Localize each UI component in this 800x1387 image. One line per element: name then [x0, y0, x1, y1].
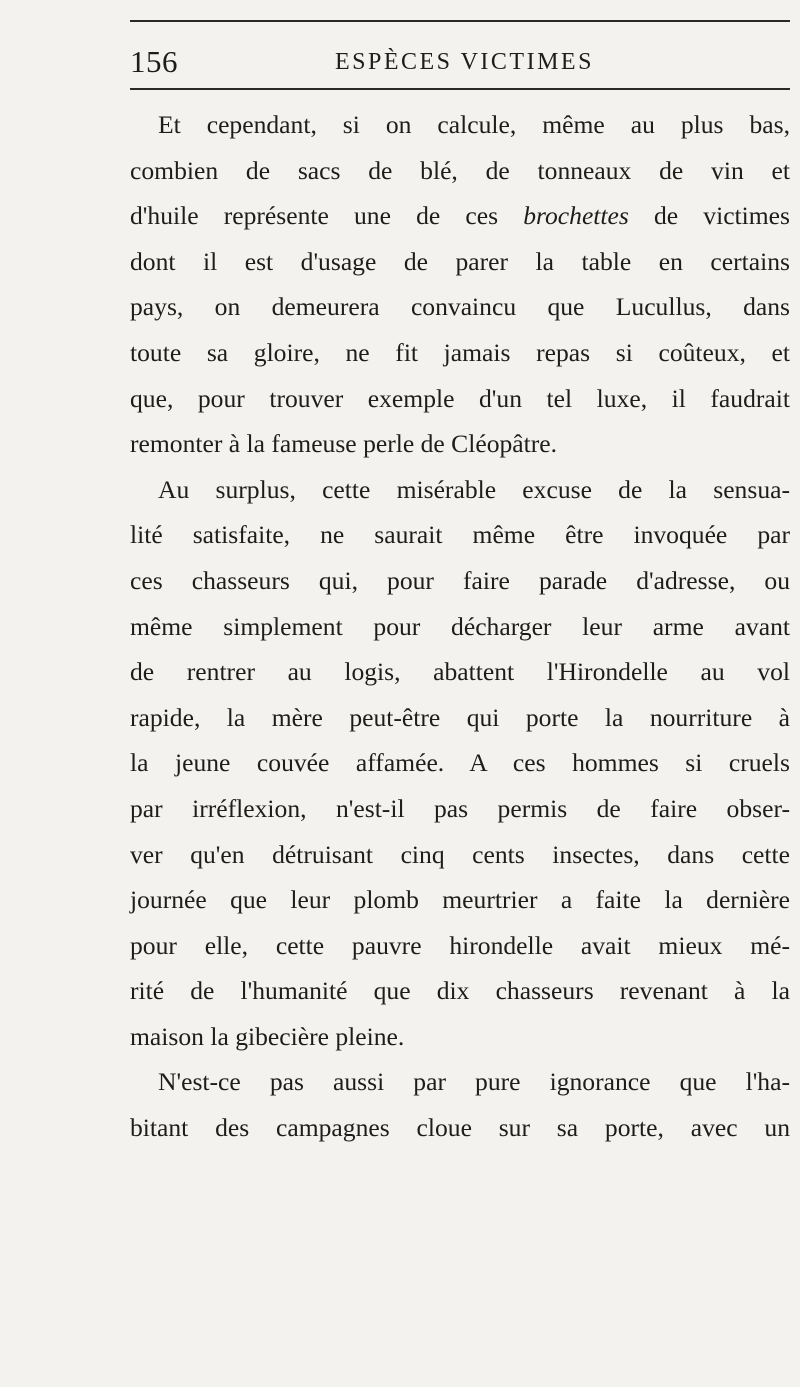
text-line: toute sa gloire, ne fit jamais repas si coûteux, et — [130, 337, 790, 367]
running-head — [130, 40, 790, 84]
header-rule-top — [130, 20, 790, 22]
paragraph-1 — [130, 102, 790, 467]
text-run: d'huile représente une de ces — [130, 201, 524, 231]
text-line: ver qu'en détruisant cinq cents insectes, dans cette — [130, 839, 790, 869]
text-line: Au surplus, cette misérable excuse de la sensua- — [158, 474, 790, 504]
running-title: ESPÈCES VICTIMES — [335, 49, 594, 75]
text-line: rapide, la mère peut-être qui porte la nourriture à — [130, 702, 790, 732]
text-line: dont il est d'usage de parer la table en certains — [130, 246, 790, 276]
text-line: remonter à la fameuse perle de Cléopâtre. — [130, 429, 558, 459]
text-line: lité satisfaite, ne saurait même être invoquée par — [130, 520, 790, 550]
text-line: pays, on demeurera convaincu que Lucullus, dans — [130, 292, 790, 322]
text-line: que, pour trouver exemple d'un tel luxe, il faudrait — [130, 383, 790, 413]
text-line: même simplement pour décharger leur arme avant — [130, 611, 790, 641]
text-line: par irréflexion, n'est-il pas permis de faire obser- — [130, 793, 790, 823]
text-line: bitant des campagnes cloue sur sa porte, avec un — [130, 1113, 790, 1143]
text-run: de victimes — [628, 201, 790, 231]
text-line: de rentrer au logis, abattent l'Hirondelle au vol — [130, 657, 790, 687]
text-line: maison la gibecière pleine. — [130, 1021, 405, 1051]
text-line: N'est-ce pas aussi par pure ignorance que l'ha- — [158, 1067, 790, 1097]
paragraph-3 — [130, 1059, 790, 1150]
text-line — [130, 193, 790, 239]
text-line: rité de l'humanité que dix chasseurs revenant à la — [130, 976, 790, 1006]
paragraph-2 — [130, 467, 790, 1060]
text-line: la jeune couvée affamée. A ces hommes si cruels — [130, 748, 790, 778]
emphasis-brochettes: brochettes — [523, 201, 629, 231]
text-line: combien de sacs de blé, de tonneaux de vin et — [130, 155, 790, 185]
text-line: journée que leur plomb meurtrier a faite la dernière — [130, 885, 790, 915]
page-number: 156 — [130, 44, 178, 79]
text-line: pour elle, cette pauvre hirondelle avait mieux mé- — [130, 930, 790, 960]
text-line: Et cependant, si on calcule, même au plus bas, — [158, 110, 790, 139]
header-rule-bottom — [130, 88, 790, 90]
text-line: ces chasseurs qui, pour faire parade d'adresse, ou — [130, 565, 790, 595]
body-text — [130, 102, 790, 1151]
